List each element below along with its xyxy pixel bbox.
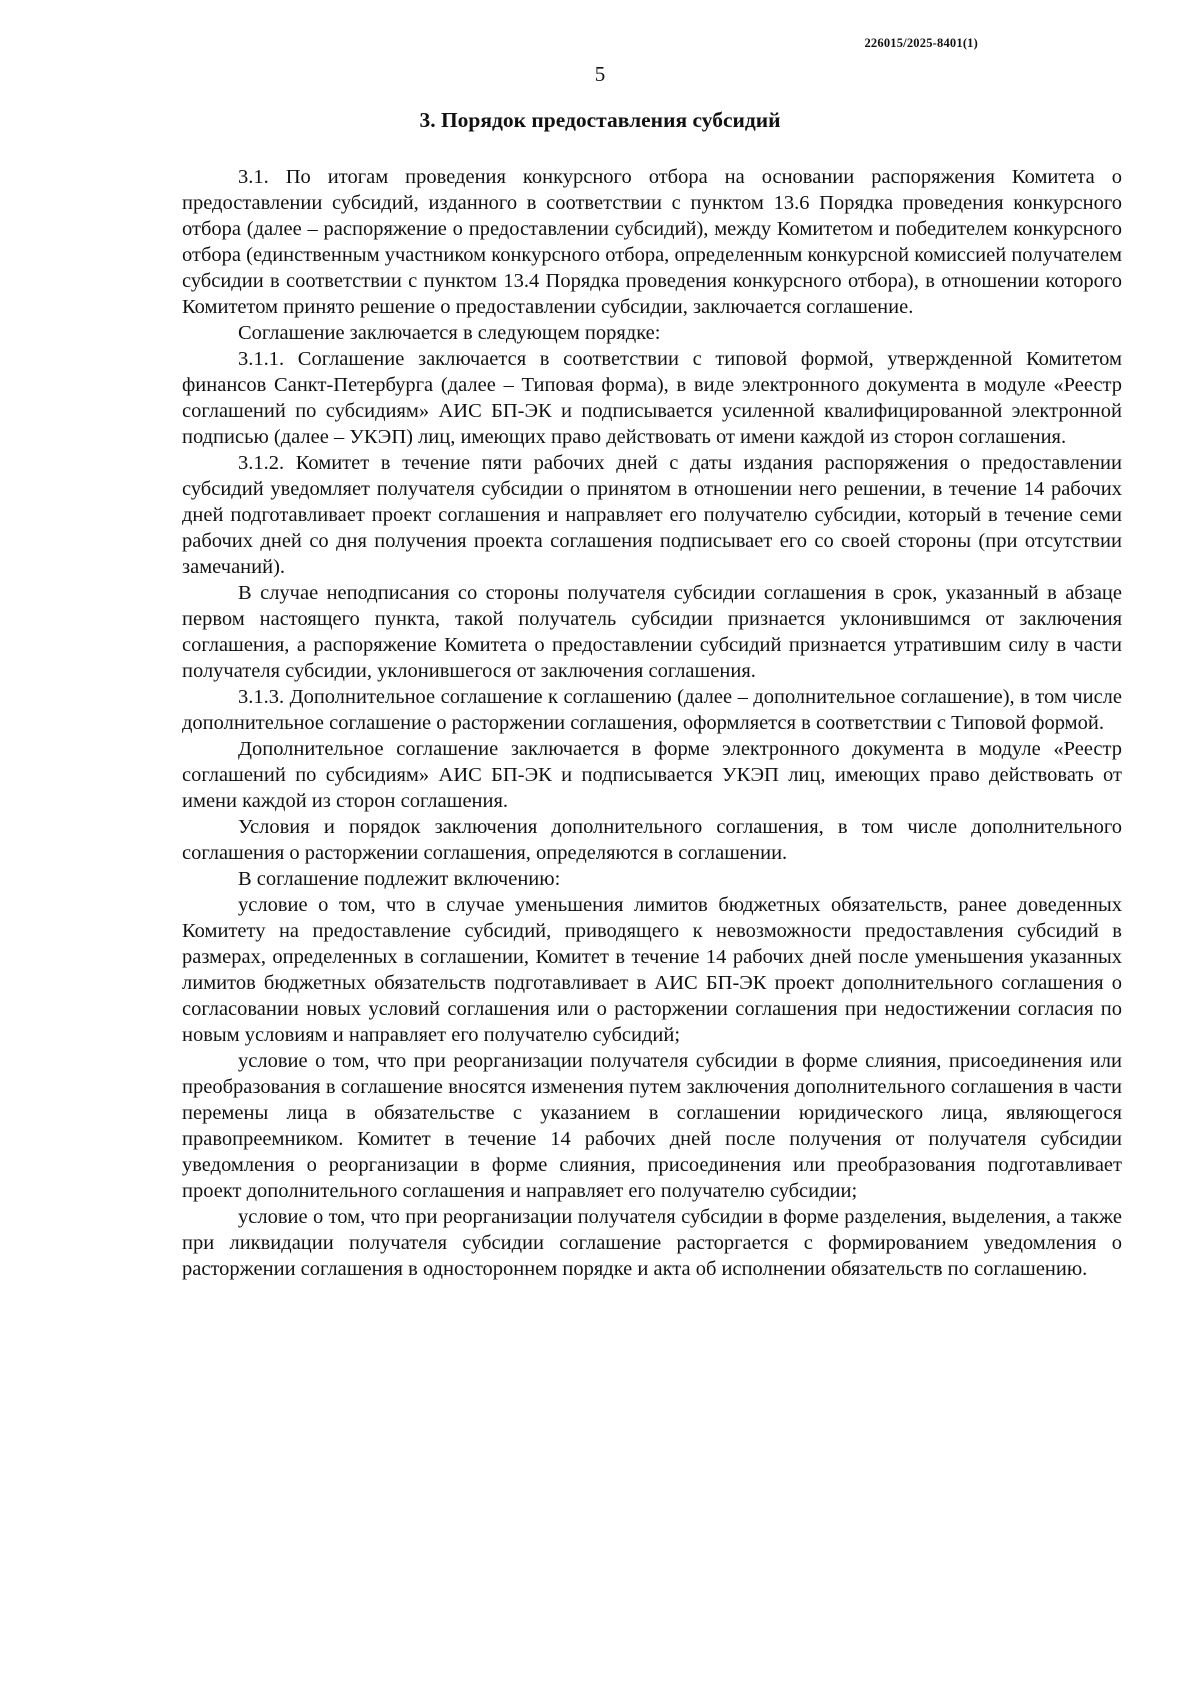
document-body (182, 164, 1122, 1282)
paragraph-3-1-3: 3.1.3. Дополнительное соглашение к соглашению (далее – дополнительное соглашение), в том числе дополнительное соглашение о расторжении соглашения, оформляется в соответствии с Типовой формой. (182, 686, 1122, 734)
paragraph-reorganization-merger-condition: условие о том, что при реорганизации получателя субсидии в форме слияния, присоединения или преобразования в соглашение вносятся изменения путем заключения дополнительного соглашения в части перемены лица в обязательстве с указанием в соглашении юридического лица, являющегося правопреемником. Комитет в течение 14 рабочих дней после получения от получателя субсидии уведомления о реорганизации в форме слияния, присоединения или преобразования подготавливает проект дополнительного соглашения и направляет его получателю субсидии; (182, 1050, 1122, 1202)
paragraph-additional-agreement-conditions: Условия и порядок заключения дополнительного соглашения, в том числе дополнительного соглашения о расторжении соглашения, определяются в соглашении. (182, 816, 1122, 864)
paragraph-non-signing: В случае неподписания со стороны получателя субсидии соглашения в срок, указанный в абзаце первом настоящего пункта, такой получатель субсидии признается уклонившимся от заключения соглашения, а распоряжение Комитета о предоставлении субсидий признается утратившим силу в части получателя субсидии, уклонившегося от заключения соглашения. (182, 582, 1122, 682)
page-number: 5 (594, 62, 606, 86)
document-registration-number: 226015/2025-8401(1) (864, 36, 978, 50)
section-heading: 3. Порядок предоставления субсидий (419, 108, 781, 132)
paragraph-3-1-2: 3.1.2. Комитет в течение пяти рабочих дней с даты издания распоряжения о предоставлении субсидий уведомляет получателя субсидии о принятом в отношении него решении, в течение 14 рабочих дней подготавливает проект соглашения и направляет его получателю субсидии, который в течение семи рабочих дней со дня получения проекта соглашения подписывает его со своей стороны (при отсутствии замечаний). (182, 452, 1122, 578)
paragraph-reorganization-division-condition: условие о том, что при реорганизации получателя субсидии в форме разделения, выделения, а также при ликвидации получателя субсидии соглашение расторгается с формированием уведомления о расторжении соглашения в одностороннем порядке и акта об исполнении обязательств по соглашению. (182, 1206, 1122, 1280)
paragraph-3-1: 3.1. По итогам проведения конкурсного отбора на основании распоряжения Комитета о предоставлении субсидий, изданного в соответствии с пунктом 13.6 Порядка проведения конкурсного отбора (далее – распоряжение о предоставлении субсидий), между Комитетом и победителем конкурсного отбора (единственным участником конкурсного отбора, определенным конкурсной комиссией получателем субсидии в соответствии с пунктом 13.4 Порядка проведения конкурсного отбора), в отношении которого Комитетом принято решение о предоставлении субсидии, заключается соглашение. (182, 166, 1122, 318)
paragraph-agreement-order: Соглашение заключается в следующем порядке: (238, 322, 661, 344)
paragraph-inclusion-intro: В соглашение подлежит включению: (238, 868, 561, 890)
paragraph-additional-agreement-form: Дополнительное соглашение заключается в форме электронного документа в модуле «Реестр соглашений по субсидиям» АИС БП-ЭК и подписывается УКЭП лиц, имеющих право действовать от имени каждой из сторон соглашения. (182, 738, 1122, 812)
paragraph-3-1-1: 3.1.1. Соглашение заключается в соответствии с типовой формой, утвержденной Комитетом финансов Санкт-Петербурга (далее – Типовая форма), в виде электронного документа в модуле «Реестр соглашений по субсидиям» АИС БП-ЭК и подписывается усиленной квалифицированной электронной подписью (далее – УКЭП) лиц, имеющих право действовать от имени каждой из сторон соглашения. (182, 348, 1122, 448)
paragraph-budget-limits-condition: условие о том, что в случае уменьшения лимитов бюджетных обязательств, ранее доведенных Комитету на предоставление субсидий, приводящего к невозможности предоставления субсидий в размерах, определенных в соглашении, Комитет в течение 14 рабочих дней после уменьшения указанных лимитов бюджетных обязательств подготавливает в АИС БП-ЭК проект дополнительного соглашения о согласовании новых условий соглашения или о расторжении соглашения при недостижении согласия по новым условиям и направляет его получателю субсидий; (182, 894, 1122, 1046)
